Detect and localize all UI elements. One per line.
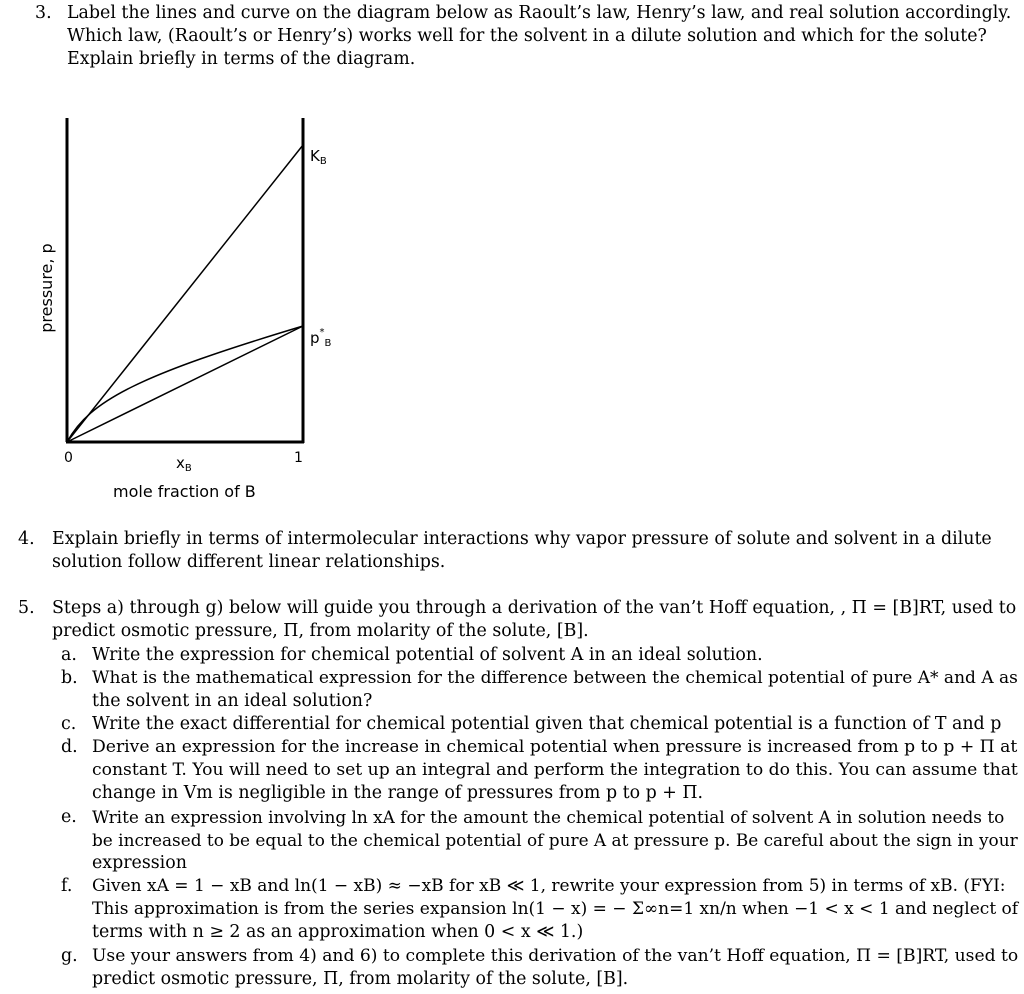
step-line: change in Vm is negligible in the range of pressures from p to p + Π. — [92, 783, 704, 804]
pb-label-sub: B — [324, 338, 332, 349]
pressure-vs-mole-fraction-diagram — [0, 100, 360, 510]
step-label: g. — [61, 946, 78, 966]
step-label: e. — [61, 807, 77, 827]
x-one-label: 1 — [294, 450, 303, 466]
question-3-line: Which law, (Raoult’s or Henry’s) works well for the solvent in a dilute solution and which for the solute? — [67, 26, 987, 47]
step-line: Write the expression for chemical potential of solvent A in an ideal solution. — [92, 645, 763, 665]
question-4-line: solution follow different linear relationships. — [52, 552, 446, 573]
y-axis-label: pressure, p — [37, 243, 56, 333]
step-text — [92, 875, 1018, 945]
pb-label-sup: * — [319, 327, 325, 338]
step-label: f. — [61, 876, 73, 896]
step-line: be increased to be equal to the chemical potential of pure A at pressure p. Be careful about the sign in your — [92, 830, 1018, 851]
step-line: What is the mathematical expression for the difference between the chemical potential of pure A* and A as — [92, 668, 1018, 688]
step-label: d. — [61, 737, 78, 757]
step-line: predict osmotic pressure, Π, from molarity of the solute, [B]. — [92, 969, 629, 990]
step-line: terms with n ≥ 2 as an approximation when 0 < x ≪ 1.) — [92, 922, 584, 943]
x-axis-label: mole fraction of B — [113, 482, 256, 501]
step-line: constant T. You will need to set up an integral and perform the integration to do this. You can assume that — [92, 760, 1018, 781]
step-line: This approximation is from the series expansion ln(1 − x) = − Σ∞n=1 xn/n when −1 < x < 1 and neglect of — [92, 899, 1019, 920]
step-label: a. — [61, 645, 77, 665]
question-3-text — [67, 2, 1011, 72]
x-variable-label — [176, 454, 192, 474]
step-line: Derive an expression for the increase in chemical potential when pressure is increased from p to p + Π at — [92, 737, 1018, 757]
step-text — [92, 945, 1018, 991]
question-5-text — [52, 597, 1016, 643]
question-4-text — [52, 528, 992, 574]
question-3-line: Label the lines and curve on the diagram below as Raoult’s law, Henry’s law, and real solution accordingly. — [67, 3, 1012, 23]
step-line: Write an expression involving ln xA for the amount the chemical potential of solvent A in solution needs to — [92, 807, 1005, 827]
question-5-number: 5. — [18, 598, 35, 618]
step-line: Given xA = 1 − xB and ln(1 − xB) ≈ −xB for xB ≪ 1, rewrite your expression from 5) in terms of xB. (FYI: — [92, 876, 1006, 896]
question-4-number: 4. — [18, 529, 35, 549]
kb-label-main: K — [310, 147, 320, 165]
question-3-number: 3. — [35, 3, 52, 23]
step-line: the solvent in an ideal solution? — [92, 691, 373, 712]
x-zero-label: 0 — [64, 450, 73, 466]
raoults-law-line — [67, 326, 303, 442]
step-text — [92, 736, 1018, 806]
x-variable-main: x — [176, 454, 185, 472]
step-text — [92, 644, 763, 667]
question-3-line: Explain briefly in terms of the diagram. — [67, 49, 416, 70]
pb-label-main: p — [310, 329, 320, 347]
step-label: c. — [61, 714, 77, 734]
step-text — [92, 713, 1001, 736]
question-4-line: Explain briefly in terms of intermolecular interactions why vapor pressure of solute and solvent in a dilute — [52, 529, 992, 549]
kb-label-sub: B — [319, 156, 327, 167]
henrys-law-line — [67, 145, 303, 442]
question-5-line: predict osmotic pressure, Π, from molarity of the solute, [B]. — [52, 621, 589, 642]
step-line: expression — [92, 853, 187, 874]
step-text — [92, 667, 1018, 713]
question-5-line: Steps a) through g) below will guide you through a derivation of the van’t Hoff equation, , Π = [B]RT, used to — [52, 598, 1017, 618]
step-label: b. — [61, 668, 78, 688]
step-line: Use your answers from 4) and 6) to complete this derivation of the van’t Hoff equation, Π = [B]RT, used to — [92, 946, 1019, 966]
pb-star-label — [310, 327, 332, 349]
step-line: Write the exact differential for chemical potential given that chemical potential is a function of T and p — [92, 714, 1002, 734]
x-variable-sub: B — [184, 463, 192, 474]
kb-label — [310, 147, 327, 167]
step-text — [92, 806, 1018, 876]
